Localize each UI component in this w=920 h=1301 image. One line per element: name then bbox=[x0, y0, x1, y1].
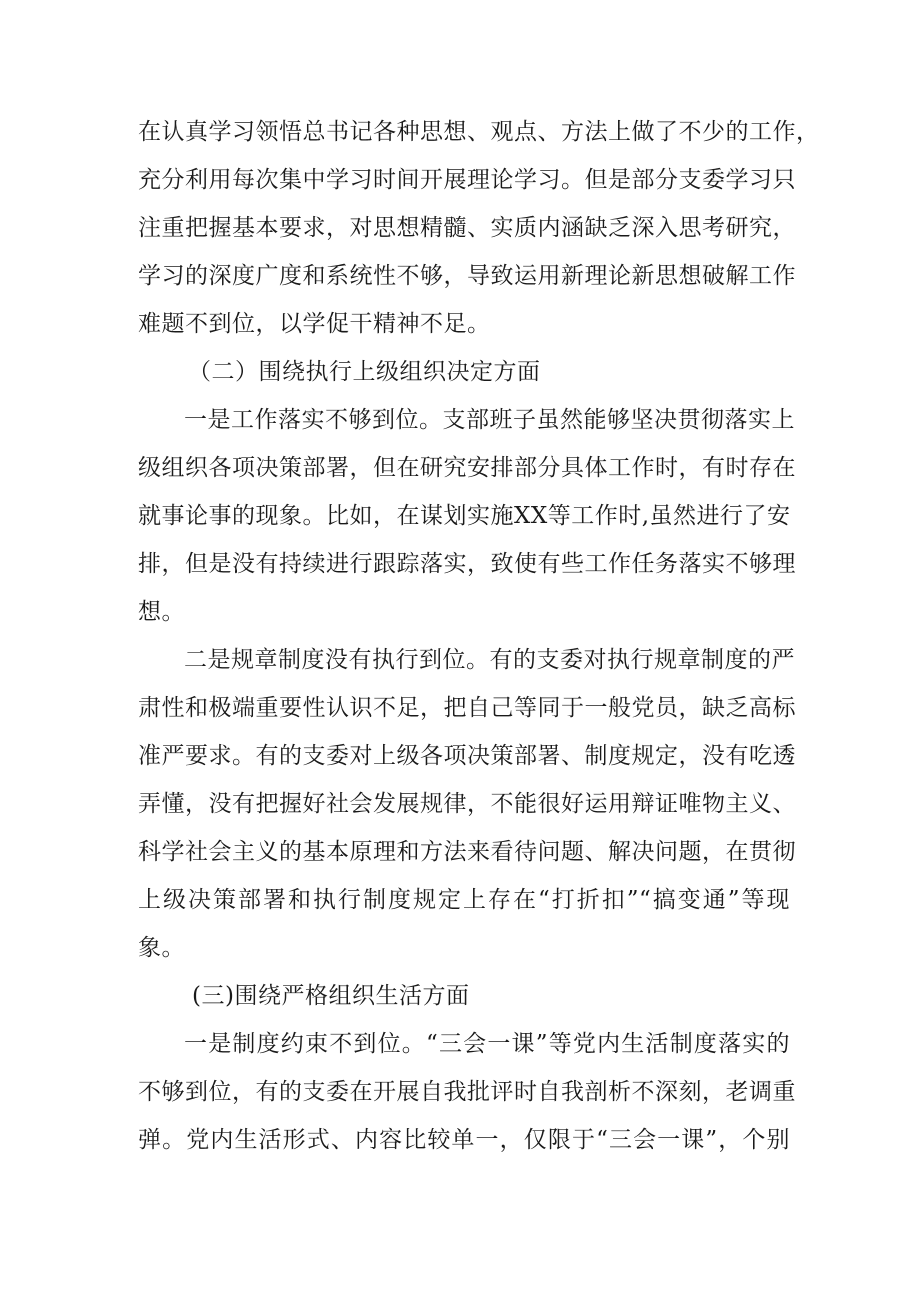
text-line: 象。 bbox=[138, 935, 185, 961]
text-line: 学习的深度广度和系统性不够，导致运用新理论新思想破解工作 bbox=[138, 263, 796, 289]
text-line: （二）围绕执行上级组织决定方面 bbox=[188, 359, 541, 385]
text-line: 不够到位，有的支委在开展自我批评时自我剖析不深刻，老调重 bbox=[138, 1079, 796, 1105]
text-line: 注重把握基本要求，对思想精髓、实质内涵缺乏深入思考研究， bbox=[138, 215, 796, 241]
paragraph bbox=[138, 108, 820, 348]
text-line: 上级决策部署和执行制度规定上存在“打折扣”“搞变通”等现 bbox=[138, 887, 790, 913]
paragraph bbox=[138, 1020, 796, 1164]
text-line: 就事论事的现象。比如，在谋划实施XX等工作时,虽然进行了安 bbox=[138, 503, 791, 529]
text-line: 科学社会主义的基本原理和方法来看待问题、解决问题，在贯彻 bbox=[138, 839, 796, 865]
text-line: 准严要求。有的支委对上级各项决策部署、制度规定，没有吃透 bbox=[138, 743, 796, 769]
text-line: 难题不到位，以学促干精神不足。 bbox=[138, 311, 491, 337]
section-heading bbox=[138, 972, 790, 1020]
text-line: 充分利用每次集中学习时间开展理论学习。但是部分支委学习只 bbox=[138, 167, 796, 193]
text-line: 在认真学习领悟总书记各种思想、观点、方法上做了不少的工作， bbox=[138, 119, 820, 145]
text-line: 想。 bbox=[138, 599, 185, 625]
text-line: 二是规章制度没有执行到位。有的支委对执行规章制度的严 bbox=[184, 647, 795, 673]
section-heading bbox=[138, 348, 790, 396]
paragraph bbox=[138, 396, 796, 636]
text-line: 弄懂，没有把握好社会发展规律，不能很好运用辩证唯物主义、 bbox=[138, 791, 796, 817]
paragraph bbox=[138, 636, 796, 972]
text-line: 肃性和极端重要性认识不足，把自己等同于一般党员，缺乏高标 bbox=[138, 695, 796, 721]
text-line: 一是工作落实不够到位。支部班子虽然能够坚决贯彻落实上 bbox=[184, 407, 795, 433]
text-line: 一是制度约束不到位。“三会一课”等党内生活制度落实的 bbox=[184, 1031, 790, 1057]
text-line: 弹。党内生活形式、内容比较单一，仅限于“三会一课”，个别 bbox=[138, 1127, 790, 1153]
document-body bbox=[138, 108, 820, 1164]
text-line: 级组织各项决策部署，但在研究安排部分具体工作时，有时存在 bbox=[138, 455, 796, 481]
text-line: 排，但是没有持续进行跟踪落实，致使有些工作任务落实不够理 bbox=[138, 551, 796, 577]
text-line: (三)围绕严格组织生活方面 bbox=[192, 983, 470, 1009]
